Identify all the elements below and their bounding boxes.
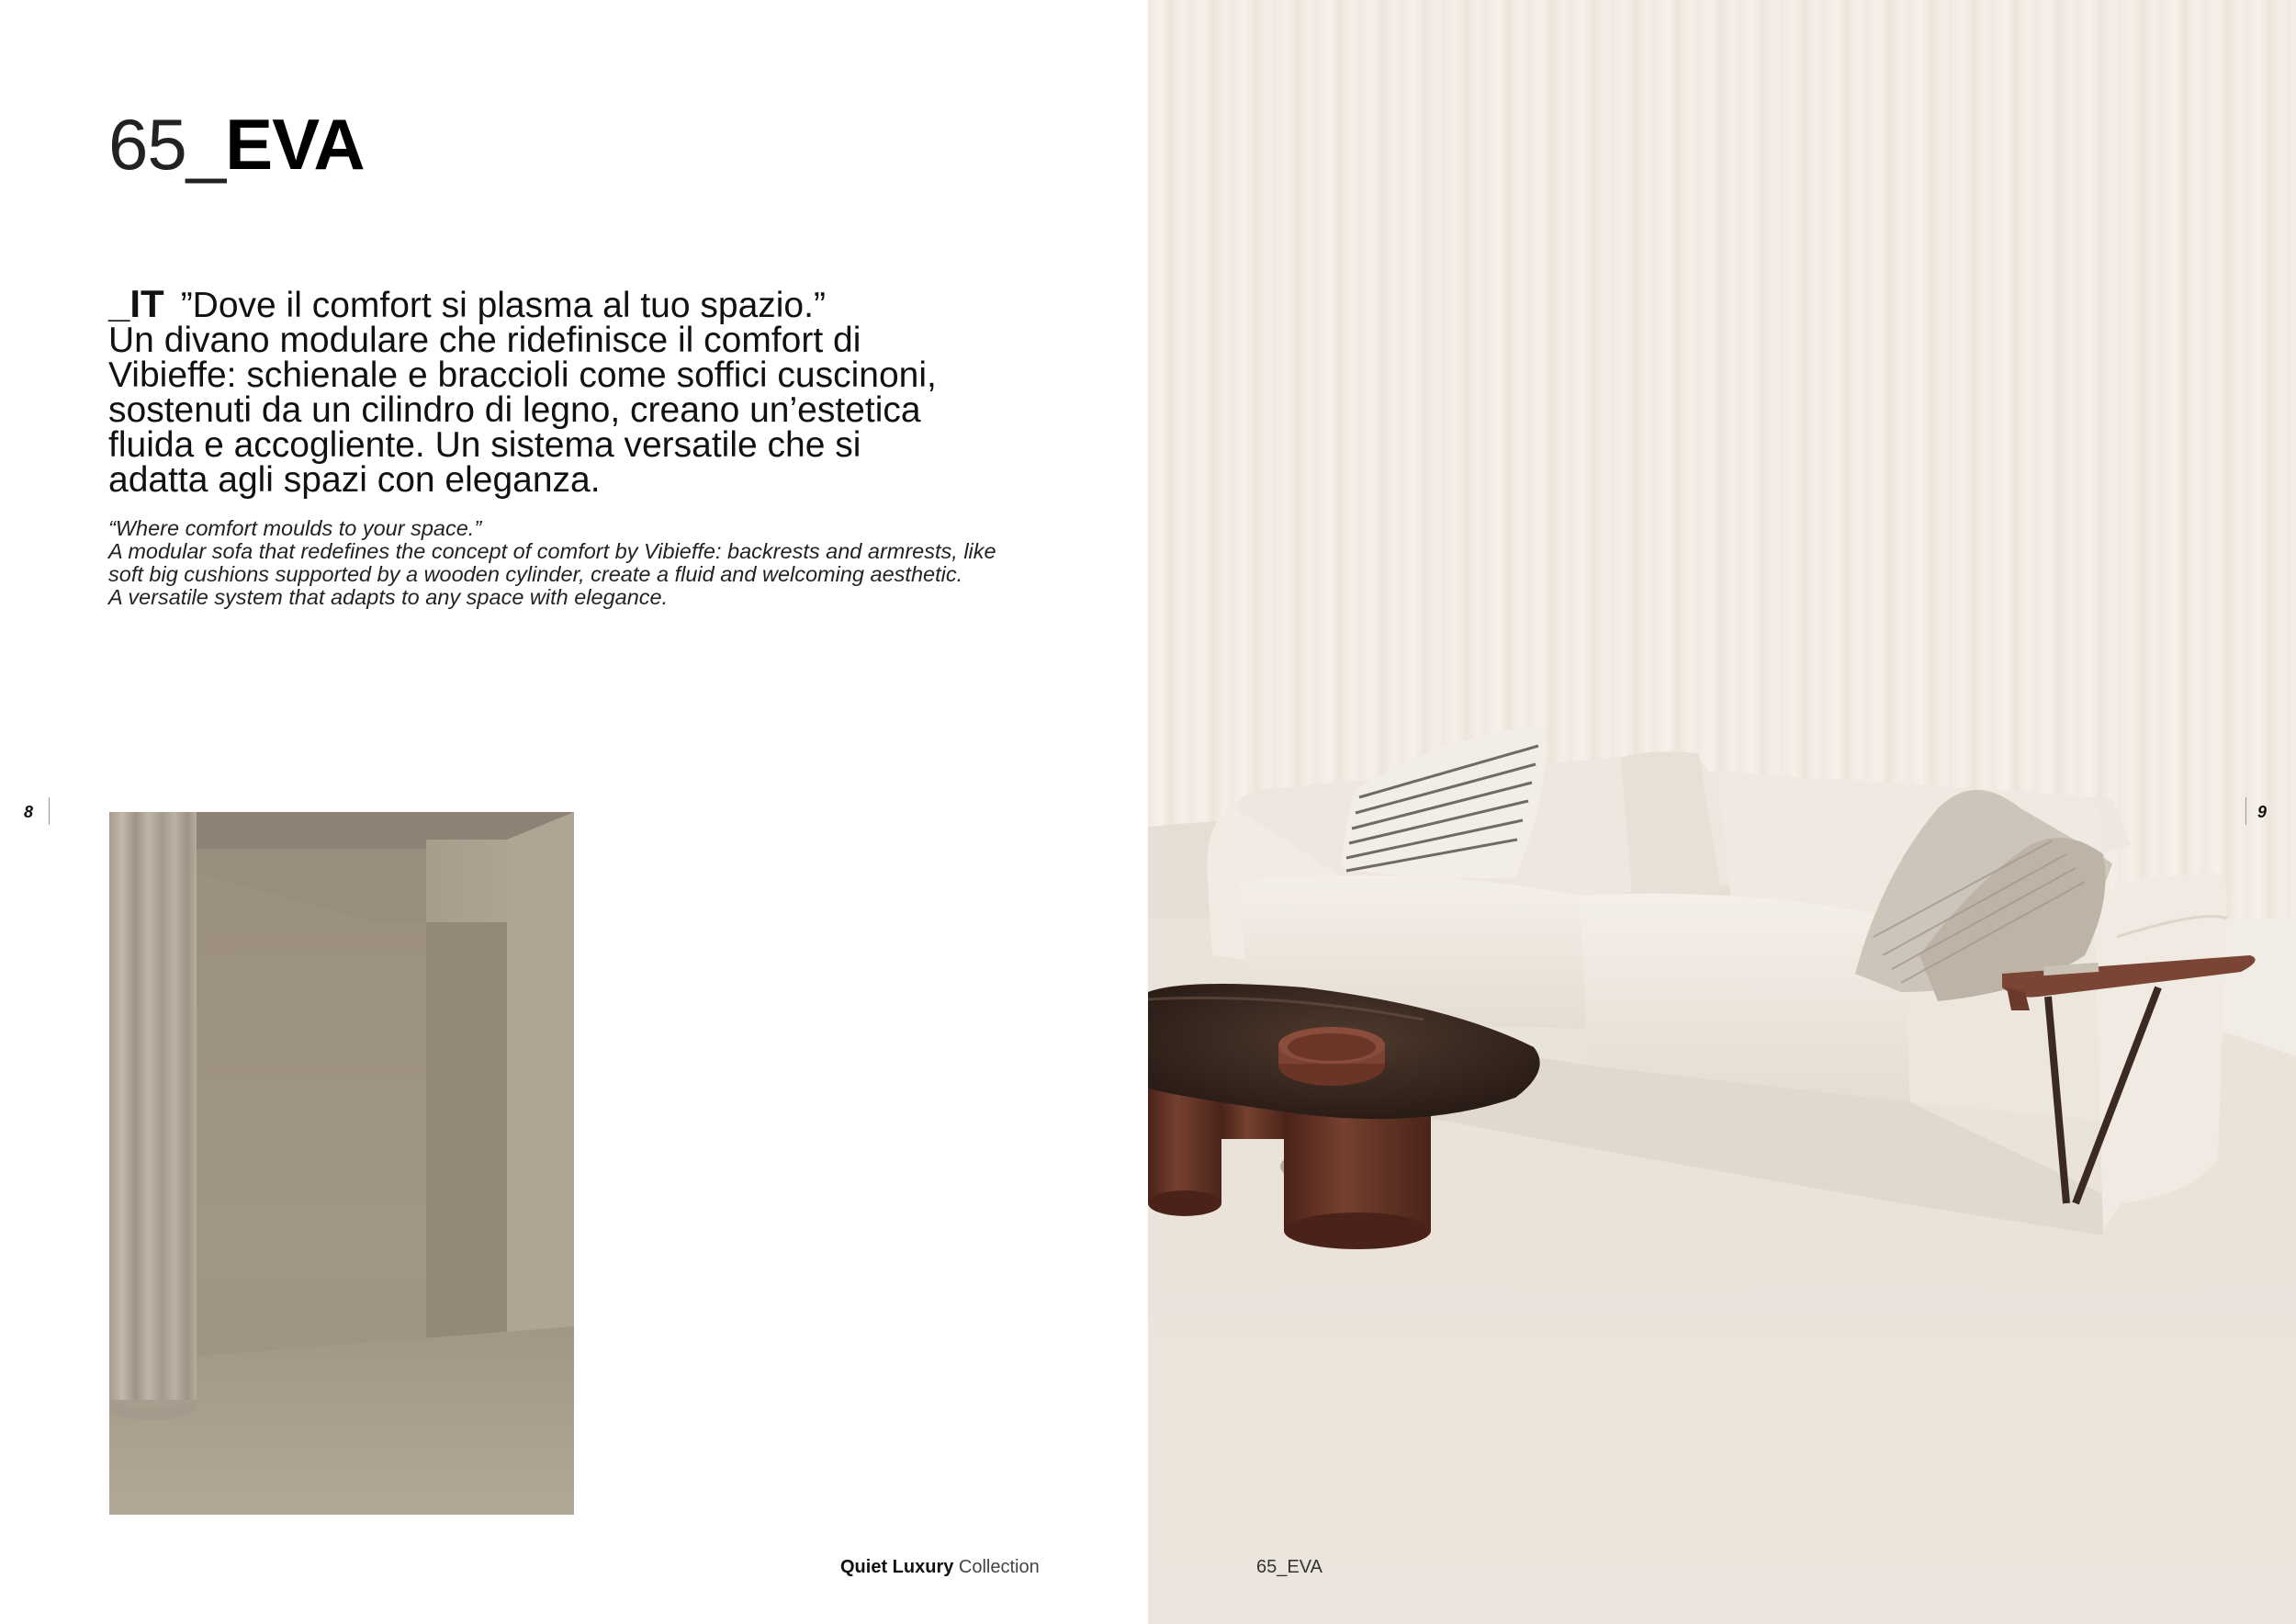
italian-quote: ”Dove il comfort si plasma al tuo spazio.” [180,286,826,325]
product-number: 65_ [108,104,226,185]
collection-footer [840,1557,1040,1578]
collection-label: Collection [958,1557,1040,1577]
italian-line: Un divano modulare che ridefinisce il comfort di [108,321,861,360]
interior-room-photo [109,812,574,1515]
english-line: soft big cushions supported by a wooden cylinder, create a fluid and welcoming aesthetic. [108,562,963,586]
italian-line: sostenuti da un cilindro di legno, creano un’estetica [108,390,921,430]
product-name: EVA [225,104,365,185]
italian-line: adatta agli spazi con eleganza. [108,460,601,500]
english-quote: “Where comfort moulds to your space.” [108,516,482,540]
product-title [108,104,365,185]
sofa-photo [1148,0,2296,1624]
italian-description [108,282,1064,500]
english-description [108,517,1082,609]
wall-panel [174,849,426,1363]
english-line: A modular sofa that redefines the concept of comfort by Vibieffe: backrests and armrests, like [108,539,996,563]
page-number-left: 8 [24,803,34,821]
italian-line: Vibieffe: schienale e braccioli come soffici cuscinoni, [108,355,937,395]
page-number-divider [2245,797,2246,825]
page-number-right: 9 [2257,803,2268,821]
collection-name: Quiet Luxury [840,1557,954,1577]
english-line: A versatile system that adapts to any space with elegance. [108,585,669,609]
language-label-it: _IT [108,282,164,325]
page-number-divider [49,797,50,825]
right-page [1148,0,2296,1624]
product-footer: 65_EVA [1256,1557,1322,1577]
italian-line: fluida e accogliente. Un sistema versatile che si [108,425,861,465]
curtain [109,812,197,1400]
